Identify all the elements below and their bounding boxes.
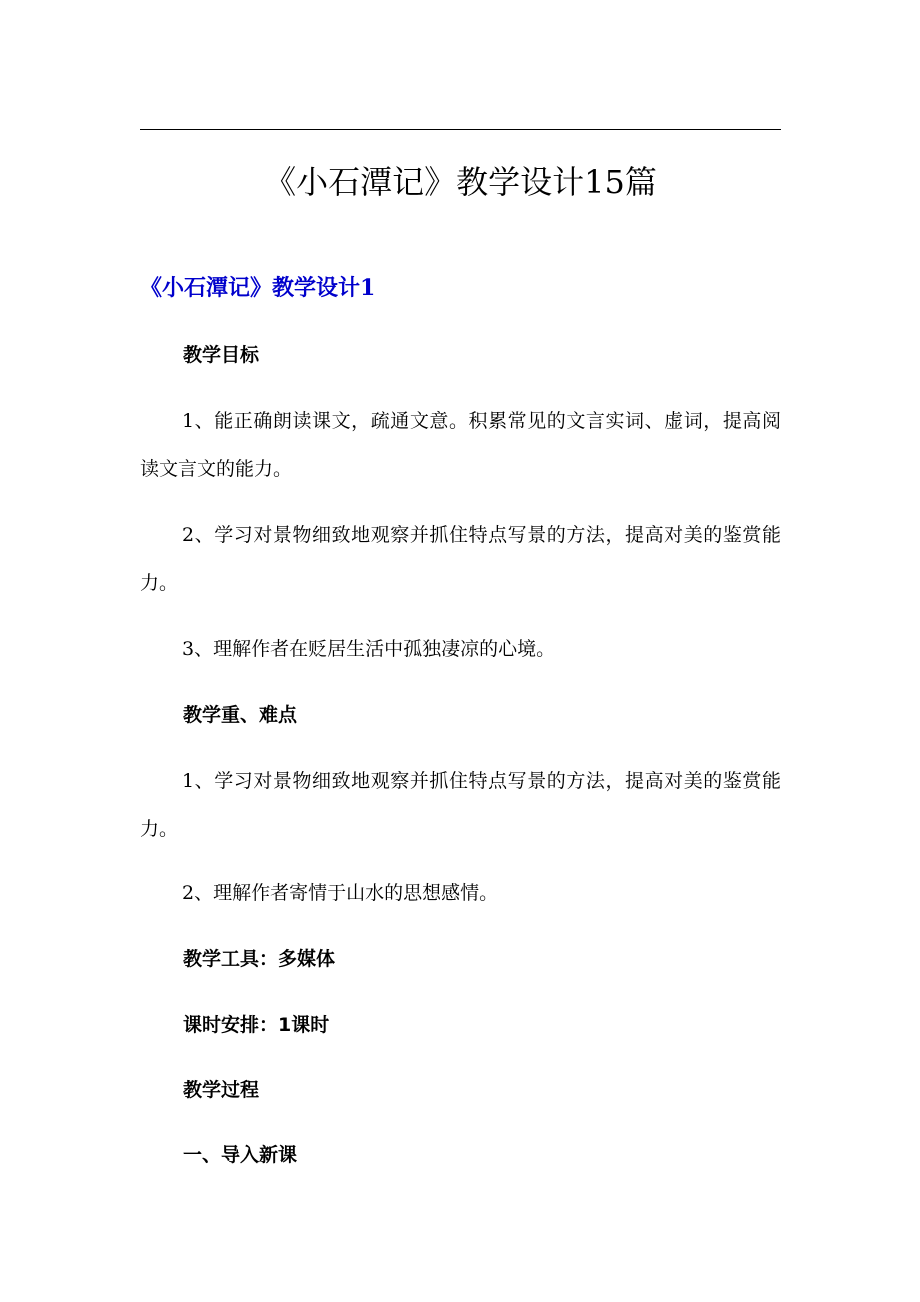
key-point-item-1: 1、学习对景物细致地观察并抓住特点写景的方法，提高对美的鉴赏能力。 [140,770,781,840]
objective-item-1: 1、能正确朗读课文，疏通文意。积累常见的文言实词、虚词，提高阅读文言文的能力。 [140,410,781,480]
objective-item-2: 2、学习对景物细致地观察并抓住特点写景的方法，提高对美的鉴赏能力。 [140,524,781,594]
tools-line: 教学工具：多媒体 [183,948,336,970]
header-rule [140,129,781,130]
section-heading: 《小石潭记》教学设计1 [140,275,376,301]
key-point-item-2: 2、理解作者寄情于山水的思想感情。 [182,882,499,904]
objective-item-3: 3、理解作者在贬居生活中孤独凄凉的心境。 [182,638,556,660]
process-heading: 教学过程 [183,1079,260,1101]
key-points-heading: 教学重、难点 [183,704,298,726]
schedule-line: 课时安排：1课时 [183,1014,330,1036]
step-one-heading: 一、导入新课 [183,1144,298,1166]
objectives-heading: 教学目标 [183,344,260,366]
document-title: 《小石潭记》教学设计15篇 [264,163,657,201]
